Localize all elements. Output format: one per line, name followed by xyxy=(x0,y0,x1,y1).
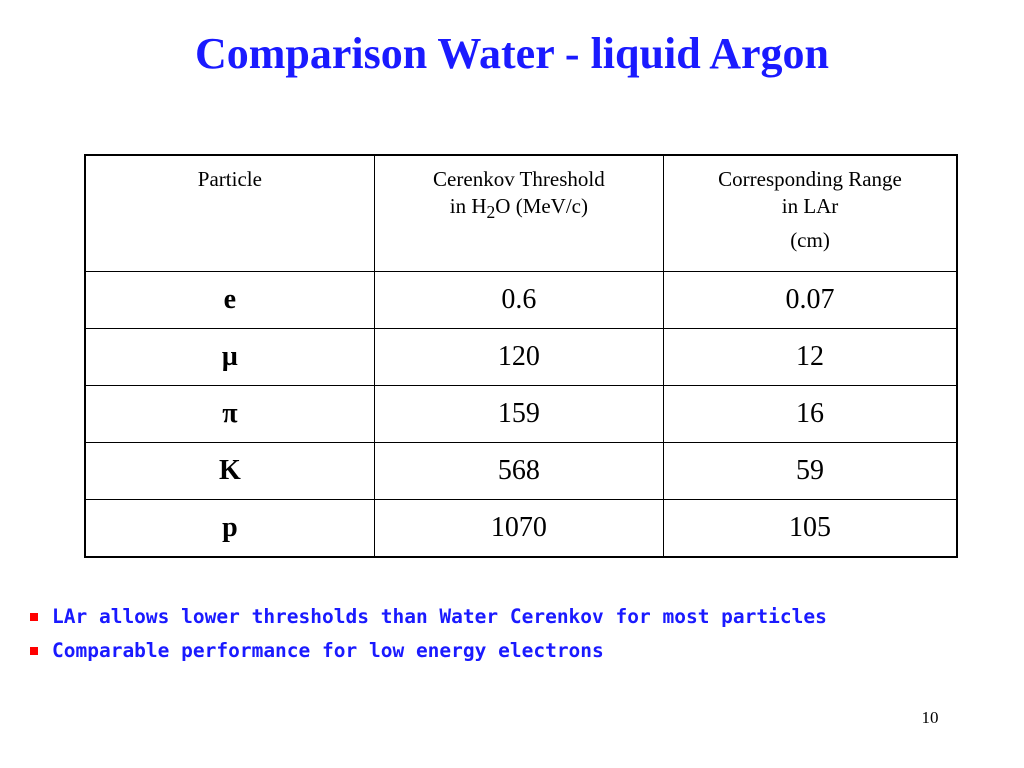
bullet-text: LAr allows lower thresholds than Water Cerenkov for most particles xyxy=(52,605,827,628)
square-bullet-icon xyxy=(30,613,38,621)
range-cell: 0.07 xyxy=(664,271,957,328)
header-threshold-line1: Cerenkov Threshold xyxy=(433,167,605,191)
particle-cell: K xyxy=(85,442,374,499)
table-header-row xyxy=(85,155,957,271)
threshold-cell: 1070 xyxy=(374,499,663,557)
particle-cell: µ xyxy=(85,328,374,385)
particle-cell: p xyxy=(85,499,374,557)
threshold-cell: 120 xyxy=(374,328,663,385)
header-threshold-subscript: 2 xyxy=(486,202,496,223)
particle-cell: π xyxy=(85,385,374,442)
header-range-line2: in LAr xyxy=(781,194,839,219)
header-range xyxy=(664,155,957,271)
bullet-text: Comparable performance for low energy electrons xyxy=(52,639,604,662)
header-range-line3: (cm) xyxy=(790,227,830,252)
slide-title: Comparison Water - liquid Argon xyxy=(194,29,830,78)
table-row xyxy=(85,328,957,385)
header-particle-label: Particle xyxy=(197,167,262,191)
comparison-table xyxy=(84,154,958,558)
range-cell: 12 xyxy=(664,328,957,385)
header-range-line1: Corresponding Range xyxy=(718,167,902,191)
header-threshold-line2-pre: in H xyxy=(449,194,487,219)
header-threshold-line2-post: O (MeV/c) xyxy=(495,194,588,219)
bullet-list xyxy=(30,600,1020,668)
table-row xyxy=(85,385,957,442)
header-threshold xyxy=(374,155,663,271)
table-row xyxy=(85,271,957,328)
page-number: 10 xyxy=(921,708,939,727)
square-bullet-icon xyxy=(30,647,38,655)
header-particle xyxy=(85,155,374,271)
bullet-item xyxy=(30,634,1020,668)
threshold-cell: 568 xyxy=(374,442,663,499)
threshold-cell: 0.6 xyxy=(374,271,663,328)
threshold-cell: 159 xyxy=(374,385,663,442)
range-cell: 16 xyxy=(664,385,957,442)
range-cell: 59 xyxy=(664,442,957,499)
table-row xyxy=(85,499,957,557)
range-cell: 105 xyxy=(664,499,957,557)
table-row xyxy=(85,442,957,499)
bullet-item xyxy=(30,600,1020,634)
particle-cell: e xyxy=(85,271,374,328)
